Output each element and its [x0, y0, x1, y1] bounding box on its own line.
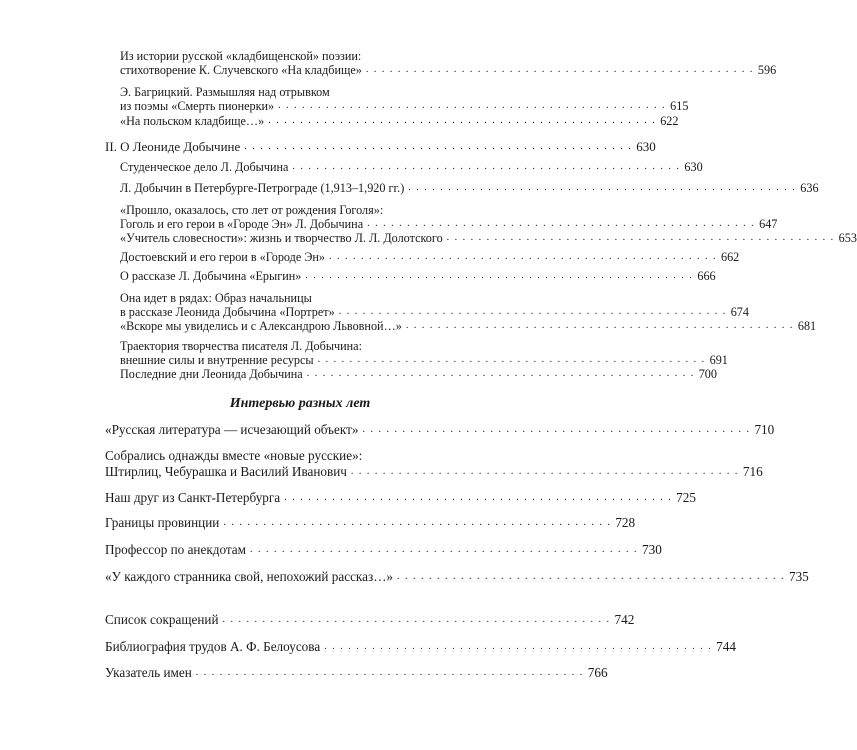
- toc-entry: [120, 160, 703, 174]
- toc-entry-line: «На польском кладбище…»: [120, 114, 265, 128]
- toc-entry: [105, 612, 635, 628]
- toc-page-number: 730: [642, 542, 662, 557]
- toc-entry: [120, 231, 857, 245]
- leader-dots: . . . . . . . . . . . . . . . . . . . . . . . . . . . . . . . . . . . . . . . . . . . . . . . . .: [405, 320, 794, 331]
- toc-entry: [120, 203, 778, 231]
- leader-dots: . . . . . . . . . . . . . . . . . . . . . . . . . . . . . . . . . . . . . . . . . . . . . . . . .: [195, 667, 584, 678]
- toc-entry-line: «Прошло, оказалось, сто лет от рождения Гоголя»:: [120, 203, 384, 217]
- toc-entry-line: Список сокращений: [105, 612, 219, 627]
- leader-dots: . . . . . . . . . . . . . . . . . . . . . . . . . . . . . . . . . . . . . . . . . . . . . . . . .: [250, 544, 638, 555]
- leader-dots: . . . . . . . . . . . . . . . . . . . . . . . . . . . . . . . . . . . . . . . . . . . . . . . . .: [268, 115, 657, 126]
- toc-entry-line: Наш друг из Санкт-Петербурга: [105, 490, 281, 505]
- toc-entry-line: Л. Добычин в Петербурге-Петрограде (1,913–1,920 гг.): [120, 181, 405, 195]
- toc-entry: [120, 339, 728, 367]
- toc-entry-line: «Вскоре мы увиделись и с Александрою Львовной…»: [120, 319, 402, 333]
- toc-section-entry: [105, 139, 656, 154]
- toc-entry-line: Траектория творчества писателя Л. Добычина:: [120, 339, 362, 353]
- toc-page-number: 653: [838, 231, 857, 245]
- toc-entry: [120, 49, 777, 77]
- leader-dots: . . . . . . . . . . . . . . . . . . . . . . . . . . . . . . . . . . . . . . . . . . . . . . . . .: [338, 306, 727, 317]
- toc-entry: [120, 181, 819, 195]
- toc-entry-line: Профессор по анекдотам: [105, 542, 246, 557]
- toc-entry-line: Границы провинции: [105, 515, 220, 530]
- toc-entry-line: «У каждого странника свой, непохожий рассказ…»: [105, 569, 393, 584]
- leader-dots: . . . . . . . . . . . . . . . . . . . . . . . . . . . . . . . . . . . . . . . . . . . . . . . . .: [367, 218, 756, 229]
- toc-page-number: 662: [720, 250, 740, 264]
- leader-dots: . . . . . . . . . . . . . . . . . . . . . . . . . . . . . . . . . . . . . . . . . . . . . . . . .: [317, 354, 706, 365]
- leader-dots: . . . . . . . . . . . . . . . . . . . . . . . . . . . . . . . . . . . . . . . . . . . . . . . . .: [305, 270, 694, 281]
- toc-entry: [120, 85, 689, 113]
- toc-entry-line: Гоголь и его герои в «Городе Эн» Л. Добычина: [120, 217, 364, 231]
- toc-page-number: 630: [684, 160, 703, 174]
- toc-page-number: 681: [797, 319, 817, 333]
- leader-dots: . . . . . . . . . . . . . . . . . . . . . . . . . . . . . . . . . . . . . . . . . . . . . . . . .: [362, 424, 751, 435]
- toc-entry: [105, 542, 662, 558]
- toc-page-number: 674: [730, 305, 749, 319]
- toc-entry-line: Штирлиц, Чебурашка и Василий Иванович: [105, 464, 347, 479]
- toc-page-number: 691: [709, 353, 728, 367]
- toc-page-number: 710: [754, 422, 775, 437]
- leader-dots: . . . . . . . . . . . . . . . . . . . . . . . . . . . . . . . . . . . . . . . . . . . . . . . . .: [408, 182, 797, 193]
- toc-entry: [105, 490, 696, 506]
- toc-entry-line: Указатель имен: [105, 665, 192, 680]
- toc-page-number: 735: [788, 569, 809, 584]
- toc-page-number: 615: [670, 99, 689, 113]
- section-heading: Интервью разных лет: [229, 396, 371, 411]
- toc-page-number: 666: [697, 269, 716, 283]
- toc-entry: [120, 367, 717, 381]
- toc-page-number: 742: [614, 612, 635, 627]
- toc-entry: [105, 515, 636, 531]
- toc-entry-line: Студенческое дело Л. Добычина: [120, 160, 289, 174]
- toc-entry-line: «Учитель словесности»: жизнь и творчество Л. Л. Долотского: [120, 231, 443, 245]
- toc-page-number: 630: [636, 139, 656, 154]
- toc-page-number: 725: [676, 490, 696, 505]
- toc-entry-line: Библиография трудов А. Ф. Белоусова: [105, 639, 321, 654]
- toc-page-number: 744: [716, 639, 736, 654]
- toc-entry-line: стихотворение К. Случевского «На кладбище»: [120, 63, 362, 77]
- leader-dots: . . . . . . . . . . . . . . . . . . . . . . . . . . . . . . . . . . . . . . . . . . . . . . . . .: [446, 232, 835, 243]
- leader-dots: . . . . . . . . . . . . . . . . . . . . . . . . . . . . . . . . . . . . . . . . . . . . . . . . .: [324, 641, 713, 652]
- toc-page-number: 636: [800, 181, 819, 195]
- toc-entry-line: Из истории русской «кладбищенской» поэзии:: [120, 49, 362, 63]
- toc-entry-line: О рассказе Л. Добычина «Ерыгин»: [120, 269, 302, 283]
- leader-dots: . . . . . . . . . . . . . . . . . . . . . . . . . . . . . . . . . . . . . . . . . . . . . . . . .: [396, 571, 785, 582]
- toc-page-number: 766: [587, 665, 608, 680]
- toc-page-number: 647: [759, 217, 778, 231]
- toc-entry-line: «Русская литература — исчезающий объект»: [105, 422, 359, 437]
- toc-entry: [120, 114, 679, 128]
- leader-dots: . . . . . . . . . . . . . . . . . . . . . . . . . . . . . . . . . . . . . . . . . . . . . . . . .: [328, 251, 717, 262]
- toc-entry: [120, 319, 817, 333]
- leader-dots: . . . . . . . . . . . . . . . . . . . . . . . . . . . . . . . . . . . . . . . . . . . . . . . . .: [365, 64, 754, 75]
- toc-entry: [105, 569, 809, 585]
- toc-entry-line: Достоевский и его герои в «Городе Эн»: [120, 250, 325, 264]
- toc-entry-line: внешние силы и внутренние ресурсы: [120, 353, 314, 367]
- leader-dots: . . . . . . . . . . . . . . . . . . . . . . . . . . . . . . . . . . . . . . . . . . . . . . . . .: [306, 368, 695, 379]
- toc-entry-line: Э. Багрицкий. Размышляя над отрывком: [120, 85, 330, 99]
- toc-entry-line: Она идет в рядах: Образ начальницы: [120, 291, 312, 305]
- leader-dots: . . . . . . . . . . . . . . . . . . . . . . . . . . . . . . . . . . . . . . . . . . . . . . . . .: [222, 614, 611, 625]
- leader-dots: . . . . . . . . . . . . . . . . . . . . . . . . . . . . . . . . . . . . . . . . . . . . . . . . .: [244, 141, 633, 152]
- leader-dots: . . . . . . . . . . . . . . . . . . . . . . . . . . . . . . . . . . . . . . . . . . . . . . . . .: [223, 517, 612, 528]
- toc-entry-line: из поэмы «Смерть пионерки»: [120, 99, 275, 113]
- toc-entry-line: Последние дни Леонида Добычина: [120, 367, 303, 381]
- toc-page-number: 716: [742, 464, 763, 479]
- toc-entry: [105, 448, 763, 480]
- toc-entry-line: в рассказе Леонида Добычина «Портрет»: [120, 305, 335, 319]
- section-title: II. О Леониде Добычине: [105, 139, 241, 154]
- toc-entry: [105, 665, 608, 681]
- toc-entry: [105, 639, 736, 655]
- toc-entry-line: Собрались однажды вместе «новые русские»:: [105, 448, 363, 463]
- toc-page-number: 728: [615, 515, 636, 530]
- toc-page-number: 622: [660, 114, 679, 128]
- leader-dots: . . . . . . . . . . . . . . . . . . . . . . . . . . . . . . . . . . . . . . . . . . . . . . . . .: [350, 466, 739, 477]
- leader-dots: . . . . . . . . . . . . . . . . . . . . . . . . . . . . . . . . . . . . . . . . . . . . . . . . .: [292, 161, 681, 172]
- toc-page-number: 596: [757, 63, 777, 77]
- toc-entry: [105, 422, 775, 438]
- toc-entry: [120, 250, 740, 264]
- toc-page-number: 700: [698, 367, 717, 381]
- toc-entry: [120, 291, 749, 319]
- toc-entry: [120, 269, 716, 283]
- leader-dots: . . . . . . . . . . . . . . . . . . . . . . . . . . . . . . . . . . . . . . . . . . . . . . . . .: [284, 492, 673, 503]
- leader-dots: . . . . . . . . . . . . . . . . . . . . . . . . . . . . . . . . . . . . . . . . . . . . . . . . .: [278, 100, 667, 111]
